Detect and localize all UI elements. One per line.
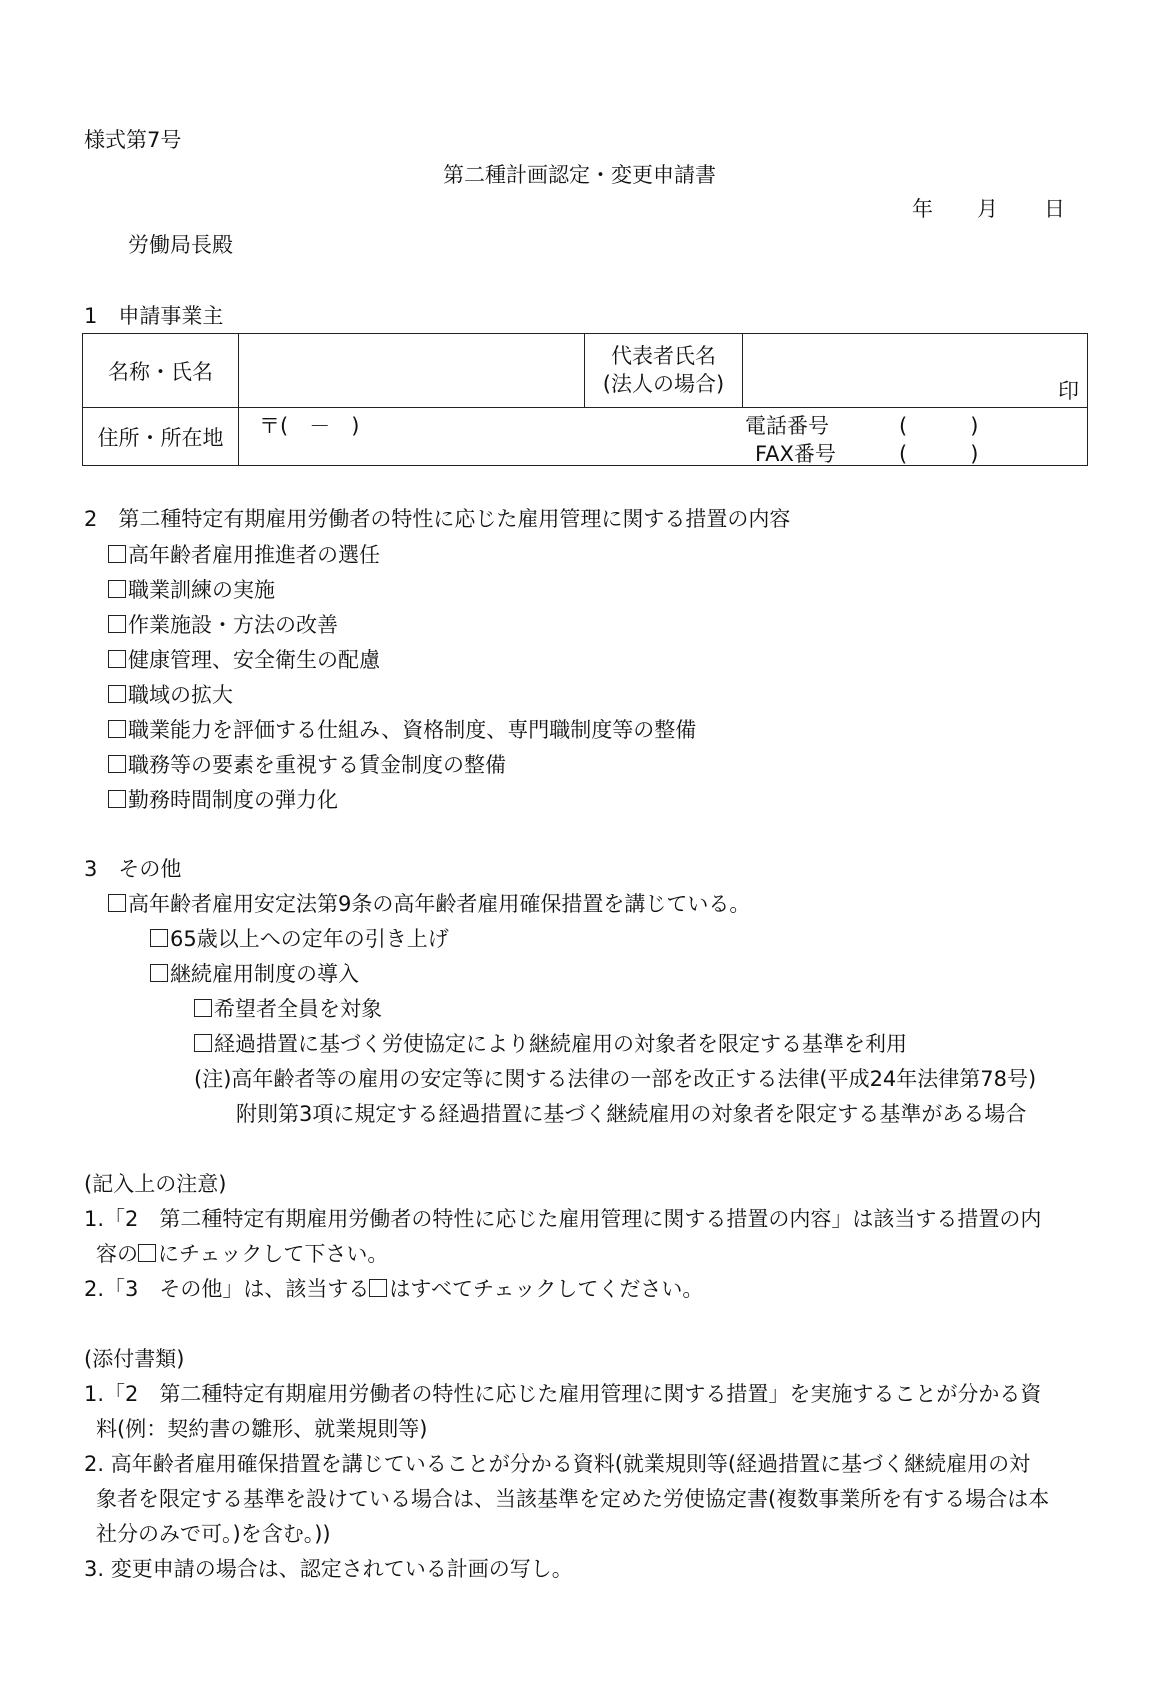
checkbox[interactable]	[108, 790, 126, 808]
checkbox[interactable]	[150, 964, 168, 982]
measure-item	[108, 613, 338, 638]
checkbox[interactable]	[108, 615, 126, 633]
measure-label: 健康管理、安全衛生の配慮	[128, 648, 380, 672]
all-applicants-item	[194, 997, 382, 1022]
measure-label: 高年齢者雇用推進者の選任	[128, 543, 380, 567]
employment-security-label: 高年齢者雇用安定法第9条の高年齢者雇用確保措置を講じている。	[128, 892, 751, 916]
form-number: 様式第7号	[84, 128, 182, 152]
checkbox[interactable]	[194, 1034, 212, 1052]
continued-employment-item	[150, 962, 359, 987]
section3-heading: 3 その他	[84, 857, 182, 881]
measure-label: 職業能力を評価する仕組み、資格制度、専門職制度等の整備	[128, 718, 697, 742]
employment-security-item	[108, 892, 750, 917]
measure-item	[108, 543, 380, 568]
measure-label: 勤務時間制度の弾力化	[128, 788, 338, 812]
note-line1: (注)高年齢者等の雇用の安定等に関する法律の一部を改正する法律(平成24年法律第78号)	[194, 1067, 1037, 1091]
attachment-2-line1: 2. 高年齢者雇用確保措置を講じていることが分かる資料(就業規則等(経過措置に基づく継続雇用の対	[84, 1452, 1031, 1476]
checkbox[interactable]	[108, 755, 126, 773]
address-label: 住所・所在地	[97, 425, 224, 450]
attachment-1-line2: 料(例：契約書の雛形、就業規則等)	[96, 1417, 428, 1441]
address-field[interactable]	[239, 408, 1088, 466]
fax-label: FAX番号	[755, 442, 836, 466]
representative-label-line1: 代表者氏名	[611, 344, 716, 369]
retirement-age-item	[150, 927, 449, 952]
checkbox-icon	[138, 1244, 156, 1262]
notes-heading: (記入上の注意)	[84, 1172, 227, 1196]
checkbox[interactable]	[108, 685, 126, 703]
attachments-heading: (添付書類)	[84, 1347, 185, 1371]
address-label-cell	[83, 408, 239, 466]
document-title: 第二種計画認定・変更申請書	[443, 163, 716, 187]
phone-label: 電話番号	[745, 414, 829, 438]
representative-label-line2: (法人の場合)	[602, 371, 725, 396]
measure-label: 作業施設・方法の改善	[128, 613, 338, 637]
measure-item	[108, 683, 233, 708]
section2-heading: 2 第二種特定有期雇用労働者の特性に応じた雇用管理に関する措置の内容	[84, 507, 791, 531]
checkbox[interactable]	[108, 894, 126, 912]
measure-item	[108, 788, 338, 813]
measure-label: 職務等の要素を重視する賃金制度の整備	[128, 753, 506, 777]
checkbox[interactable]	[108, 650, 126, 668]
addressee: 労働局長殿	[128, 233, 233, 257]
measure-item	[108, 753, 506, 778]
postal-code: 〒( － )	[259, 414, 360, 438]
checkbox[interactable]	[194, 999, 212, 1017]
checkbox[interactable]	[150, 929, 168, 947]
phone-number-field[interactable]: ( )	[899, 414, 979, 438]
applicant-table	[82, 333, 1088, 466]
note-1-line1: 1.「2 第二種特定有期雇用労働者の特性に応じた雇用管理に関する措置の内容」は該当する措置の内	[84, 1207, 1042, 1231]
measure-label: 職域の拡大	[128, 683, 233, 707]
attachment-2-line3: 社分のみで可。)を含む。))	[96, 1522, 331, 1546]
note-2: 2.「3 その他」は、該当する はすべてチェックしてください。	[84, 1277, 704, 1301]
fax-number-field[interactable]: ( )	[899, 442, 979, 466]
seal-mark: 印	[1058, 379, 1079, 403]
checkbox[interactable]	[108, 580, 126, 598]
date-month: 月	[977, 197, 998, 221]
measure-label: 職業訓練の実施	[128, 578, 275, 602]
section1-heading: 1 申請事業主	[84, 304, 224, 328]
note-line2: 附則第3項に規定する経過措置に基づく継続雇用の対象者を限定する基準がある場合	[236, 1102, 1027, 1126]
retirement-age-label: 65歳以上への定年の引き上げ	[170, 927, 449, 951]
representative-label-cell	[585, 334, 743, 408]
attachment-1-line1: 1.「2 第二種特定有期雇用労働者の特性に応じた雇用管理に関する措置」を実施することが分かる資	[84, 1382, 1042, 1406]
name-label-cell	[83, 334, 239, 408]
date-day: 日	[1044, 197, 1065, 221]
measure-item	[108, 578, 275, 603]
name-field[interactable]	[239, 334, 585, 408]
date-year: 年	[912, 197, 933, 221]
measure-item	[108, 648, 380, 673]
checkbox-icon	[369, 1279, 387, 1297]
name-label: 名称・氏名	[108, 359, 213, 384]
continued-employment-label: 継続雇用制度の導入	[170, 962, 359, 986]
all-applicants-label: 希望者全員を対象	[214, 997, 382, 1021]
checkbox[interactable]	[108, 545, 126, 563]
transitional-criteria-item	[194, 1032, 907, 1057]
measure-item	[108, 718, 696, 743]
attachment-3: 3. 変更申請の場合は、認定されている計画の写し。	[84, 1557, 573, 1581]
attachment-2-line2: 象者を限定する基準を設けている場合は、当該基準を定めた労使協定書(複数事業所を有する場合は本	[96, 1487, 1050, 1511]
note-1-line2: 容の にチェックして下さい。	[96, 1242, 389, 1266]
transitional-criteria-label: 経過措置に基づく労使協定により継続雇用の対象者を限定する基準を利用	[214, 1032, 907, 1056]
representative-name-field[interactable]	[743, 334, 1088, 408]
checkbox[interactable]	[108, 720, 126, 738]
